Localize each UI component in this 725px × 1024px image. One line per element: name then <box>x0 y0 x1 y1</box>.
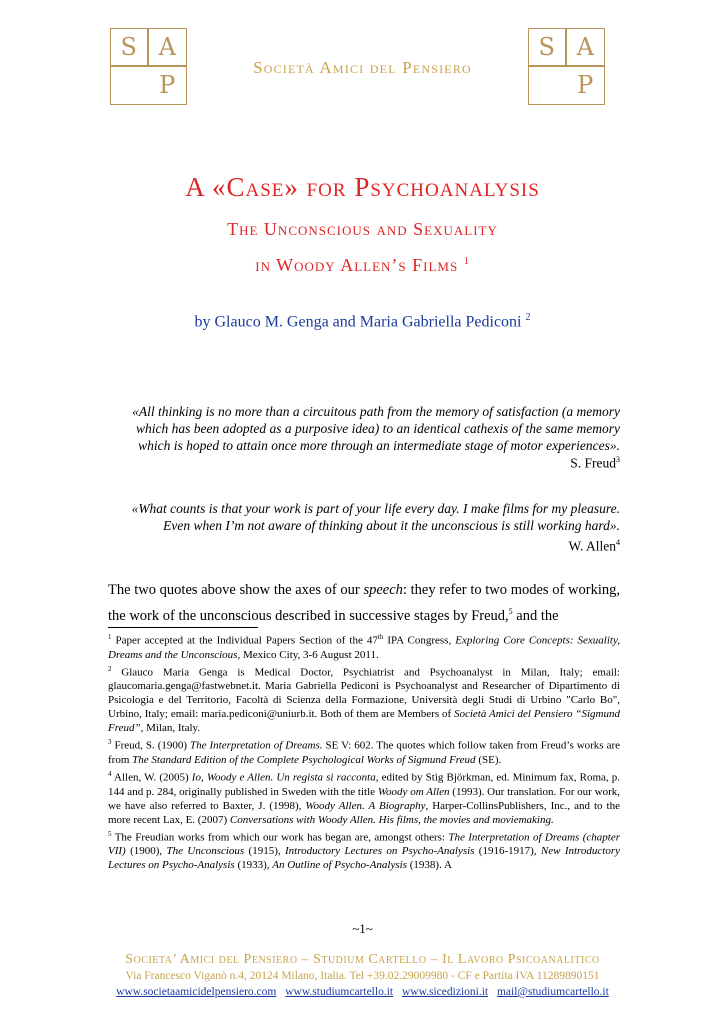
document-title: A «Case» for Psychoanalysis <box>185 172 540 202</box>
quote-allen: «What counts is that your work is part of your life every day. I make films for my pleasure. Even when I’m not aware of thinking about it the unconscious is still working hard». <box>131 501 620 533</box>
logo-letter-p: P <box>577 71 594 100</box>
logo-letter-a: A <box>567 29 605 67</box>
footnote-5 <box>108 827 620 873</box>
footnote-text: Glauco Maria Genga is Medical Doctor, Psychiatrist and Psychoanalyst in Milan, Italy; email: glaucomaria.genga@fastwebnet.it. Maria Gabriella Pediconi is Psychoanalyst and Researcher of Dipartimento di Psicologia e del Territorio, Facoltà di Scienza della Formazione, Università degli Studi di Urbino "Carlo Bo", Urbino, Italy; email: maria.pediconi@uniurb.it. Both of them are Members of <box>108 666 620 721</box>
subtitle-line-2 <box>0 255 725 276</box>
subtitle-line-1: The Unconscious and Sexuality <box>227 219 498 239</box>
footnote-ref-4[interactable]: 4 <box>616 538 620 547</box>
footnote-text: (1900), <box>125 845 167 858</box>
footnote-italic: Società Amici del Pensiero “Sigmund Freud” <box>108 708 620 735</box>
footnote-text: SE V: 602. The quotes which follow taken from Freud’s works are from <box>108 739 620 766</box>
footnote-text: , Harper-CollinsPublishers, Inc., and to the more recent Lax, E. (2007) <box>108 799 620 826</box>
footnote-italic: Conversations with Woody Allen. His films, the movies and moviemaking. <box>229 813 554 826</box>
footnote-text: (1915), <box>244 845 285 858</box>
footnote-italic: An Outline of Psycho-Analysis <box>272 859 407 872</box>
logo-letter-a: A <box>149 29 187 67</box>
footnote-ref-5[interactable]: 5 <box>508 607 513 616</box>
logo-letter-s: S <box>111 29 149 67</box>
footnote-ref-1[interactable]: 1 <box>463 256 470 267</box>
footnote-text: th <box>377 633 384 641</box>
footnote-3 <box>108 735 620 767</box>
footnote-italic: Introductory Lectures on Psycho-Analysis <box>285 845 475 858</box>
footnote-text: (SE). <box>475 753 502 766</box>
body-paragraph <box>108 580 620 627</box>
footnote-italic: Io, Woody e Allen. Un regista si racconta <box>191 771 376 784</box>
footnote-text: Freud, S. (1900) <box>114 739 191 752</box>
body-text-part: : they refer to two modes of working, the work of the unconscious described in successive stages by Freud, <box>108 582 620 624</box>
link-sicedizioni[interactable]: www.sicedizioni.it <box>401 986 489 998</box>
footnotes <box>108 630 620 872</box>
footnote-number: 2 <box>108 664 112 673</box>
link-societaamicidelpensiero[interactable]: www.societaamicidelpensiero.com <box>116 986 277 998</box>
link-mail-studiumcartello[interactable]: mail@studiumcartello.it <box>496 986 609 998</box>
footnote-text: , edited by Stig Björkman, ed. Minimum fax, Roma, p. 144 and p. 284, originally published in Sweden with the title <box>108 771 620 798</box>
footer-title: Societa’ Amici del Pensiero – Studium Cartello – Il Lavoro Psicoanalitico <box>125 952 600 967</box>
footnote-1 <box>108 630 620 662</box>
body-text-part: and the <box>512 607 559 624</box>
footnote-text: , Milan, Italy. <box>140 722 201 735</box>
footnote-italic: Woody Allen. A Biography <box>305 799 426 812</box>
sap-logo-right <box>528 28 605 105</box>
footnote-text: IPA Congress, <box>383 634 456 647</box>
footer-address: Via Francesco Viganò n.4, 20124 Milano, Italia. Tel +39.02.29009980 - CF e Partita IVA 11289890151 <box>125 970 600 982</box>
footnote-italic: Exploring Core Concepts: Sexuality, Dreams and the Unconscious <box>108 634 620 661</box>
quote-freud: «All thinking is no more than a circuitous path from the memory of satisfaction (a memory which has been adopted as a purposive idea) to an identical cathexis of the same memory which is hoped to attain once more through an intermediate stage of motor experiences». <box>132 404 620 453</box>
page-number: ~1~ <box>352 921 373 936</box>
footnote-number: 5 <box>108 829 112 838</box>
footnote-italic: The Standard Edition of the Complete Psychological Works of Sigmund Freud <box>132 753 476 766</box>
link-studiumcartello[interactable]: www.studiumcartello.it <box>285 986 394 998</box>
logo-letter-p: P <box>159 71 176 100</box>
footer-links <box>0 986 725 998</box>
footnote-italic: The Interpretation of Dreams. <box>190 739 323 752</box>
footnote-number: 4 <box>108 769 112 778</box>
footnote-text: (1933), <box>234 859 273 872</box>
body-emphasis: speech <box>363 582 403 598</box>
footnote-text: Allen, W. (2005) <box>114 771 192 784</box>
quote-author-freud <box>570 455 620 472</box>
footnote-italic: Woody om Allen <box>377 785 450 798</box>
quote-author-freud-name: S. Freud <box>570 455 616 471</box>
quote-author-allen-name: W. Allen <box>568 538 616 554</box>
footnote-text: Paper accepted at the Individual Papers Section of the 47 <box>115 634 378 647</box>
footnote-text: (1993). Our translation. For our work, we have also referred to Baxter, J. (1998), <box>108 785 621 812</box>
subtitle-line-2-text: in Woody Allen’s Films <box>255 255 459 275</box>
body-text-part: The two quotes above show the axes of our <box>108 582 364 598</box>
footnote-ref-2[interactable]: 2 <box>525 312 531 323</box>
footnote-italic: New Introductory Lectures on Psycho-Analysis <box>108 845 621 872</box>
footnote-separator <box>108 627 258 628</box>
footnote-text: , Mexico City, 3-6 August 2011. <box>237 648 379 661</box>
footnote-text: The Freudian works from which our work has began are, amongst others: <box>114 831 449 844</box>
logo-letter-s: S <box>529 29 567 67</box>
quote-author-allen <box>568 538 620 555</box>
society-name: Società Amici del Pensiero <box>253 58 472 77</box>
footnote-4 <box>108 767 620 827</box>
footnote-ref-3[interactable]: 3 <box>616 455 620 464</box>
authors-line <box>0 312 725 331</box>
footnote-italic: The Interpretation of Dreams (chapter VII) <box>108 831 620 858</box>
footnote-text: (1916-1917), <box>474 845 541 858</box>
footnote-number: 3 <box>108 738 112 747</box>
authors-text: by Glauco M. Genga and Maria Gabriella Pediconi <box>194 313 522 331</box>
sap-logo-left <box>110 28 187 105</box>
footnote-text: (1938). A <box>407 859 452 872</box>
footnote-2 <box>108 662 620 736</box>
footnote-number: 1 <box>108 633 112 641</box>
footnote-italic: The Unconscious <box>166 845 245 858</box>
